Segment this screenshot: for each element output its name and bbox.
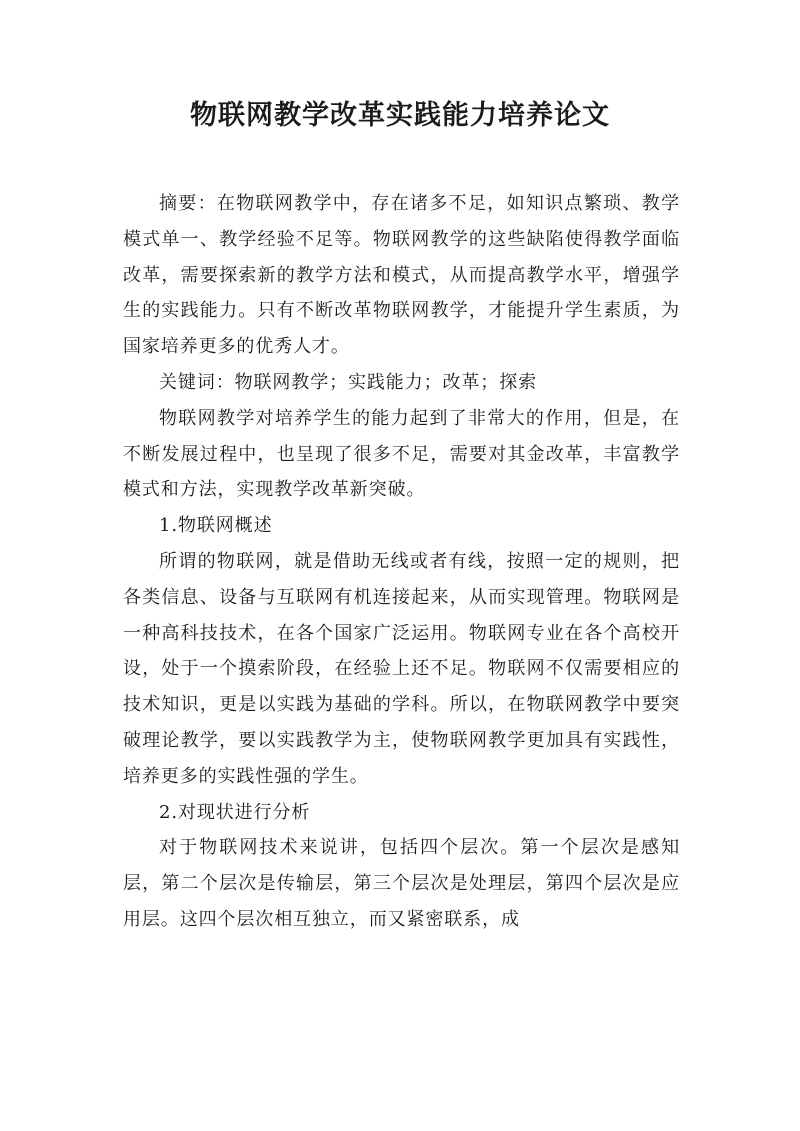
document-title: 物联网教学改革实践能力培养论文	[190, 100, 610, 131]
section-2-heading: 2.对现状进行分析	[159, 801, 311, 823]
section-1-paragraph: 所谓的物联网，就是借助无线或者有线，按照一定的规则，把各类信息、设备与互联网有机连接起来，从而实现管理。物联网是一种高科技技术，在各个国家广泛运用。物联网专业在各个高校开设，处于一个摸索阶段，在经验上还不足。物联网不仅需要相应的技术知识，更是以实践为基础的学科。所以，在物联网教学中要突破理论教学，要以实践教学为主，使物联网教学更加具有实践性，培养更多的实践性强的学生。	[123, 550, 680, 787]
abstract-paragraph: 摘要：在物联网教学中，存在诸多不足，如知识点繁琐、教学模式单一、教学经验不足等。物联网教学的这些缺陷使得教学面临改革，需要探索新的教学方法和模式，从而提高教学水平，增强学生的实践能力。只有不断改革物联网教学，才能提升学生素质，为国家培养更多的优秀人才。	[123, 193, 680, 358]
section-1-heading: 1.物联网概述	[159, 515, 273, 537]
section-2-paragraph: 对于物联网技术来说讲，包括四个层次。第一个层次是感知层，第二个层次是传输层，第三个层次是处理层，第四个层次是应用层。这四个层次相互独立，而又紧密联系，成	[123, 837, 680, 930]
intro-paragraph: 物联网教学对培养学生的能力起到了非常大的作用，但是，在不断发展过程中，也呈现了很多不足，需要对其金改革，丰富教学模式和方法，实现教学改革新突破。	[123, 407, 680, 501]
document-body	[123, 186, 680, 938]
keywords-line: 关键词：物联网教学；实践能力；改革；探索	[159, 371, 537, 393]
